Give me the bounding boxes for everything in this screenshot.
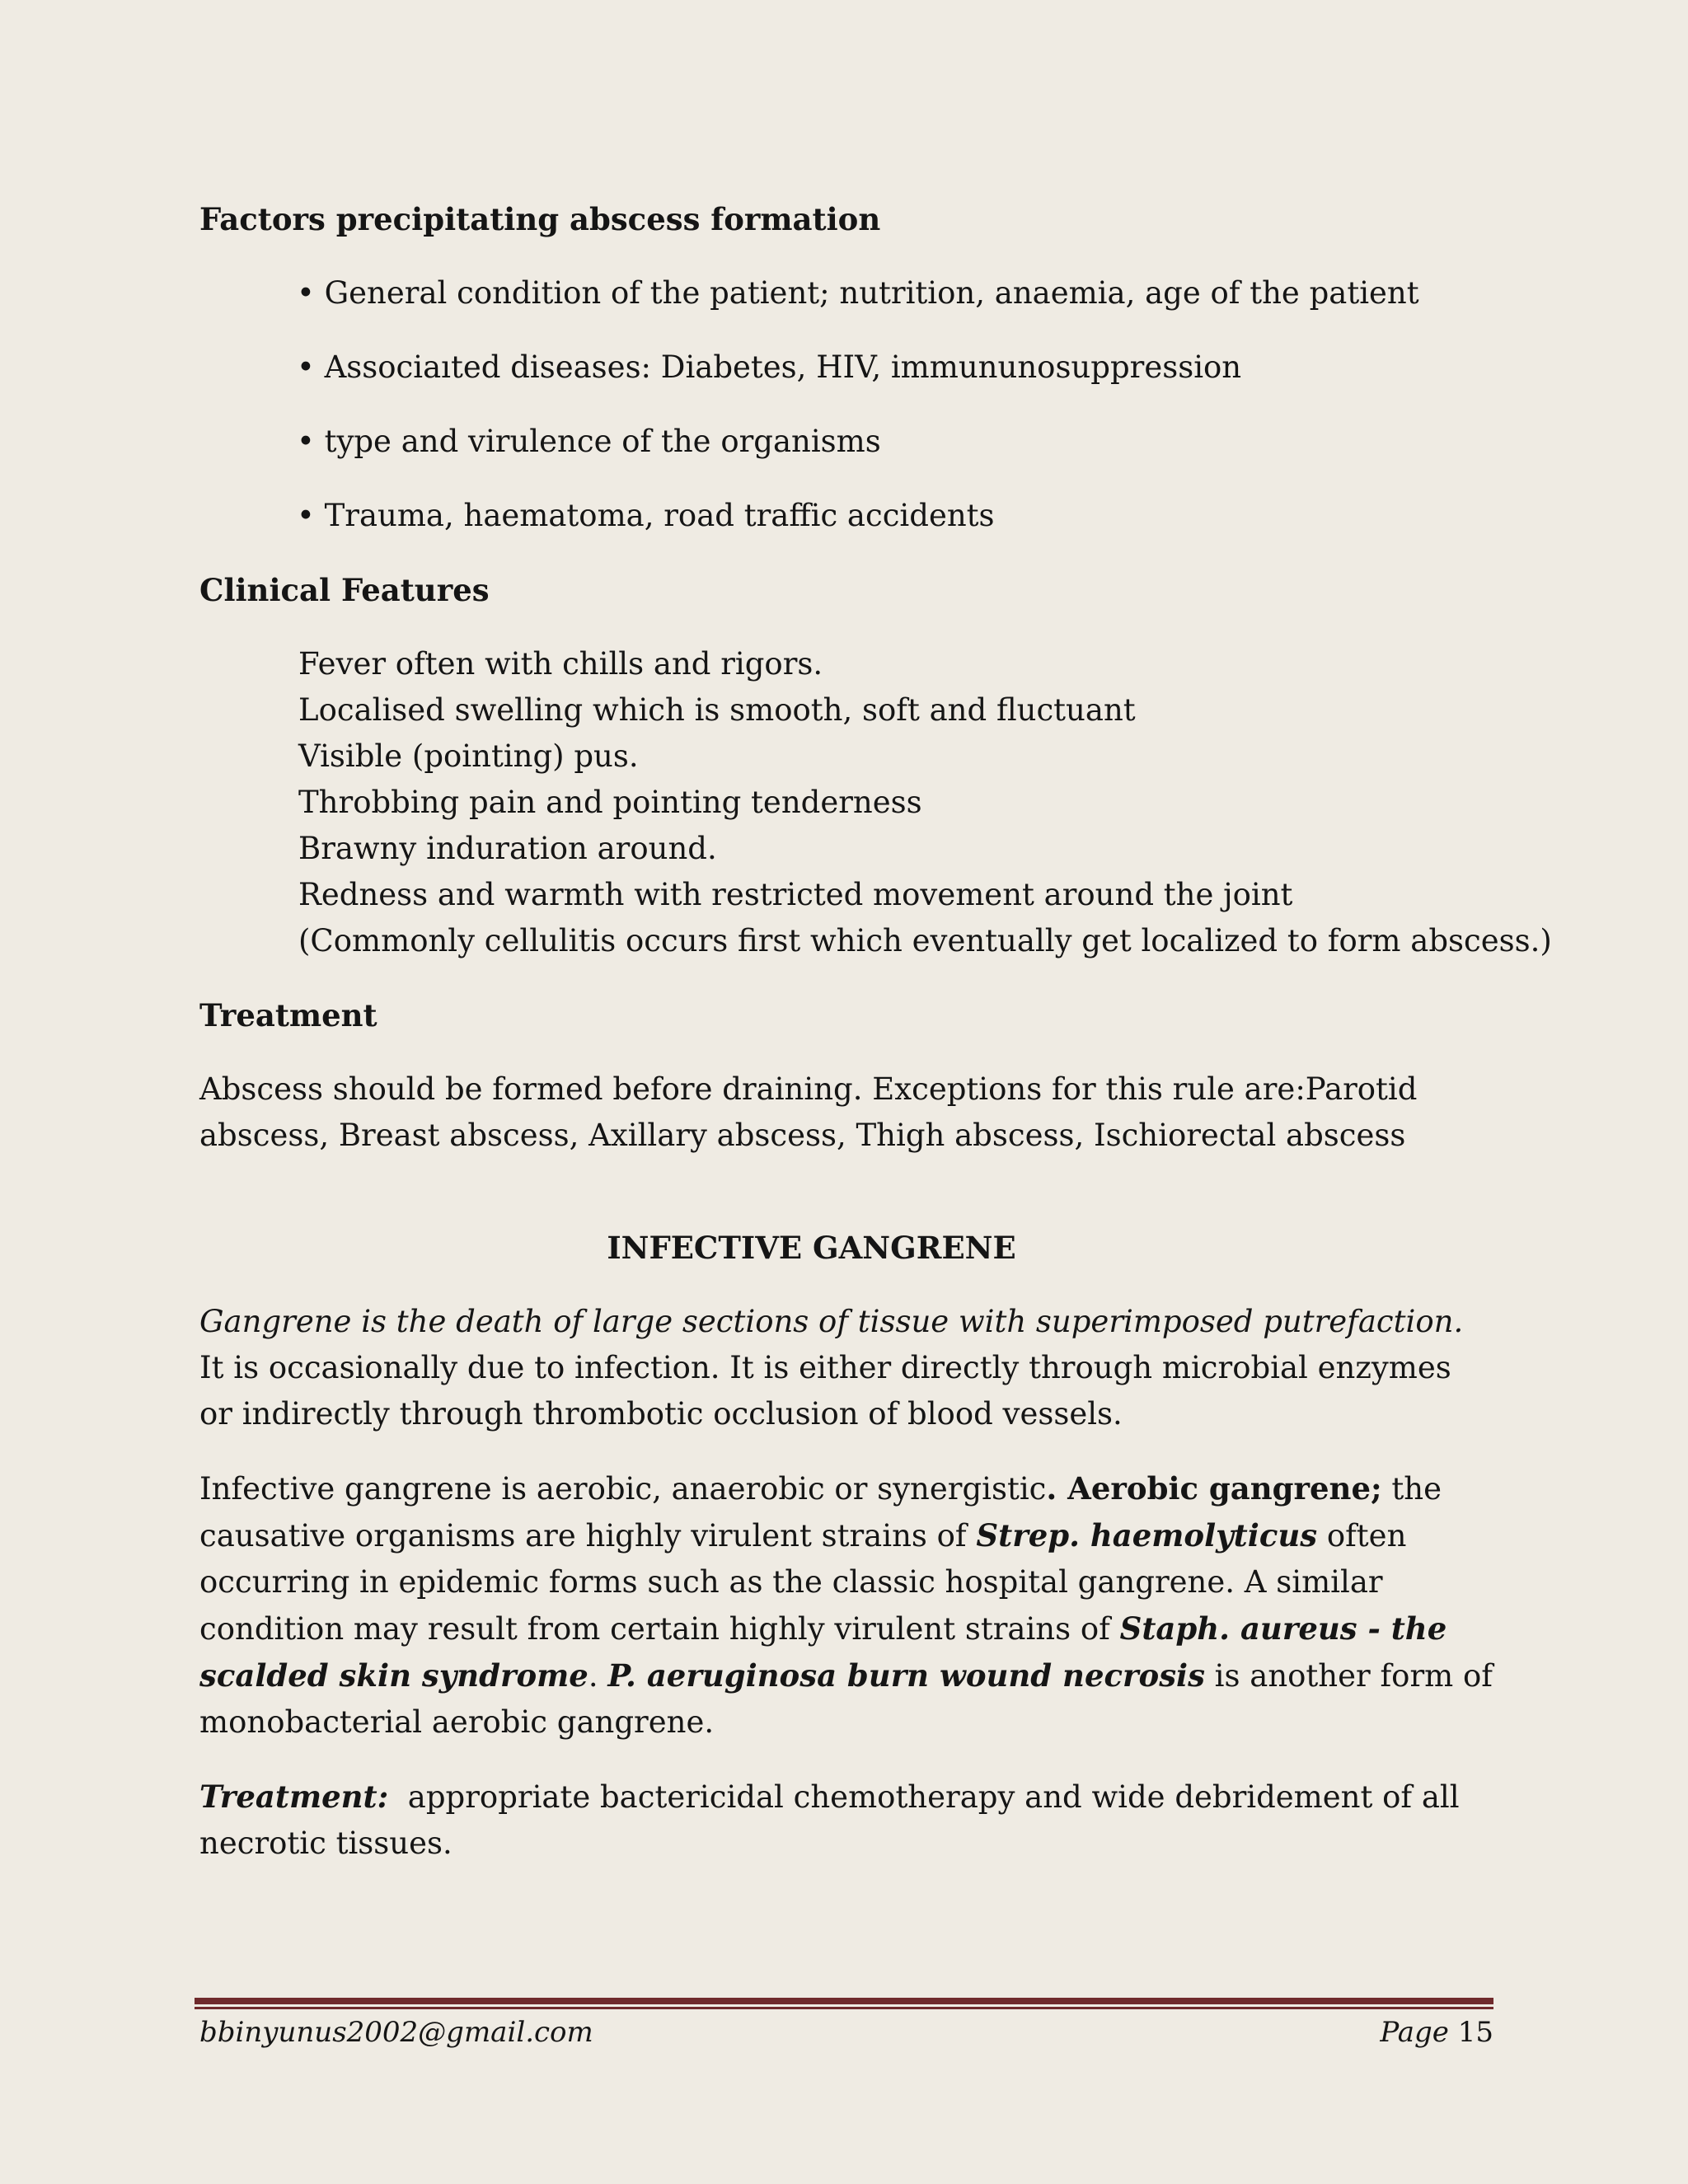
treatment-paragraph: Abscess should be formed before draining. Exceptions for this rule are:Parotid abscess, Breast abscess, Axillary abscess, Thigh abscess, Ischiorectal abscess xyxy=(199,1071,1418,1153)
clinical-feature-line: Localised swelling which is smooth, soft and fluctuant xyxy=(298,692,1136,728)
factors-item: • Associaıted diseases: Diabetes, HIV, immununosuppression xyxy=(297,349,1242,385)
gangrene-types-paragraph xyxy=(199,1465,1493,1746)
staph-term: Staph. aureus - the scalded skin syndrome xyxy=(199,1610,1447,1694)
clinical-feature-line: Redness and warmth with restricted movement around the joint xyxy=(298,877,1293,912)
clinical-features-list xyxy=(199,641,1552,964)
gangrene-text: . xyxy=(588,1658,608,1694)
footer-page xyxy=(1380,2011,1493,2054)
page-footer xyxy=(199,2011,1493,2054)
clinical-features-heading: Clinical Features xyxy=(199,572,490,608)
gangrene-treatment-paragraph xyxy=(199,1774,1493,1867)
footer-page-number: 15 xyxy=(1457,2016,1493,2049)
clinical-feature-line: Brawny induration around. xyxy=(298,831,717,866)
gangrene-text: Infective gangrene is aerobic, anaerobic or synergistic xyxy=(199,1471,1047,1507)
factors-item: • Trauma, haematoma, road traffic accidents xyxy=(297,498,995,533)
gangrene-text: often occurring in epidemic forms such as the classic hospital gangrene. A similar condition may result from certain highly virulent strains of xyxy=(199,1518,1407,1647)
page-content xyxy=(199,196,1552,1895)
aerobic-gangrene-term: . Aerobic gangrene; xyxy=(1046,1470,1382,1507)
footer-page-label: Page xyxy=(1380,2016,1449,2049)
strep-term: Strep. haemolyticus xyxy=(976,1517,1318,1554)
gangrene-treatment-label: Treatment: xyxy=(199,1779,389,1815)
footer-email: bbinyunus2002@gmail.com xyxy=(199,2016,593,2049)
clinical-feature-line: Throbbing pain and pointing tenderness xyxy=(298,785,922,820)
treatment-heading: Treatment xyxy=(199,997,377,1033)
gangrene-section-title: INFECTIVE GANGRENE xyxy=(607,1230,1016,1266)
clinical-feature-line: (Commonly cellulitis occurs first which eventually get localized to form abscess.) xyxy=(298,923,1552,958)
footer-rule xyxy=(195,1998,1493,2004)
gangrene-text: is another form of monobacterial aerobic gangrene. xyxy=(199,1658,1493,1740)
clinical-feature-line: Visible (pointing) pus. xyxy=(298,738,639,774)
factors-item: • General condition of the patient; nutrition, anaemia, age of the patient xyxy=(297,275,1419,311)
aeruginosa-term: P. aeruginosa burn wound necrosis xyxy=(607,1657,1205,1694)
gangrene-text: the causative organisms are highly virulent strains of xyxy=(199,1471,1442,1554)
factors-item: • type and virulence of the organisms xyxy=(297,424,881,459)
factors-list xyxy=(199,270,1493,539)
gangrene-treatment-text: appropriate bactericidal chemotherapy and wide debridement of all necrotic tissues. xyxy=(199,1779,1470,1861)
factors-heading: Factors precipitating abscess formation xyxy=(199,201,881,237)
footer-rule-thin xyxy=(195,2007,1493,2009)
gangrene-definition-italic: Gangrene is the death of large sections of tissue with superimposed putrefaction. xyxy=(199,1304,1464,1339)
clinical-feature-line: Fever often with chills and rigors. xyxy=(298,646,823,682)
gangrene-definition-paragraph xyxy=(199,1299,1493,1437)
gangrene-definition-rest: It is occasionally due to infection. It is either directly through microbial enzymes or indirectly through thrombotic occlusion of blood vessels. xyxy=(199,1350,1451,1432)
